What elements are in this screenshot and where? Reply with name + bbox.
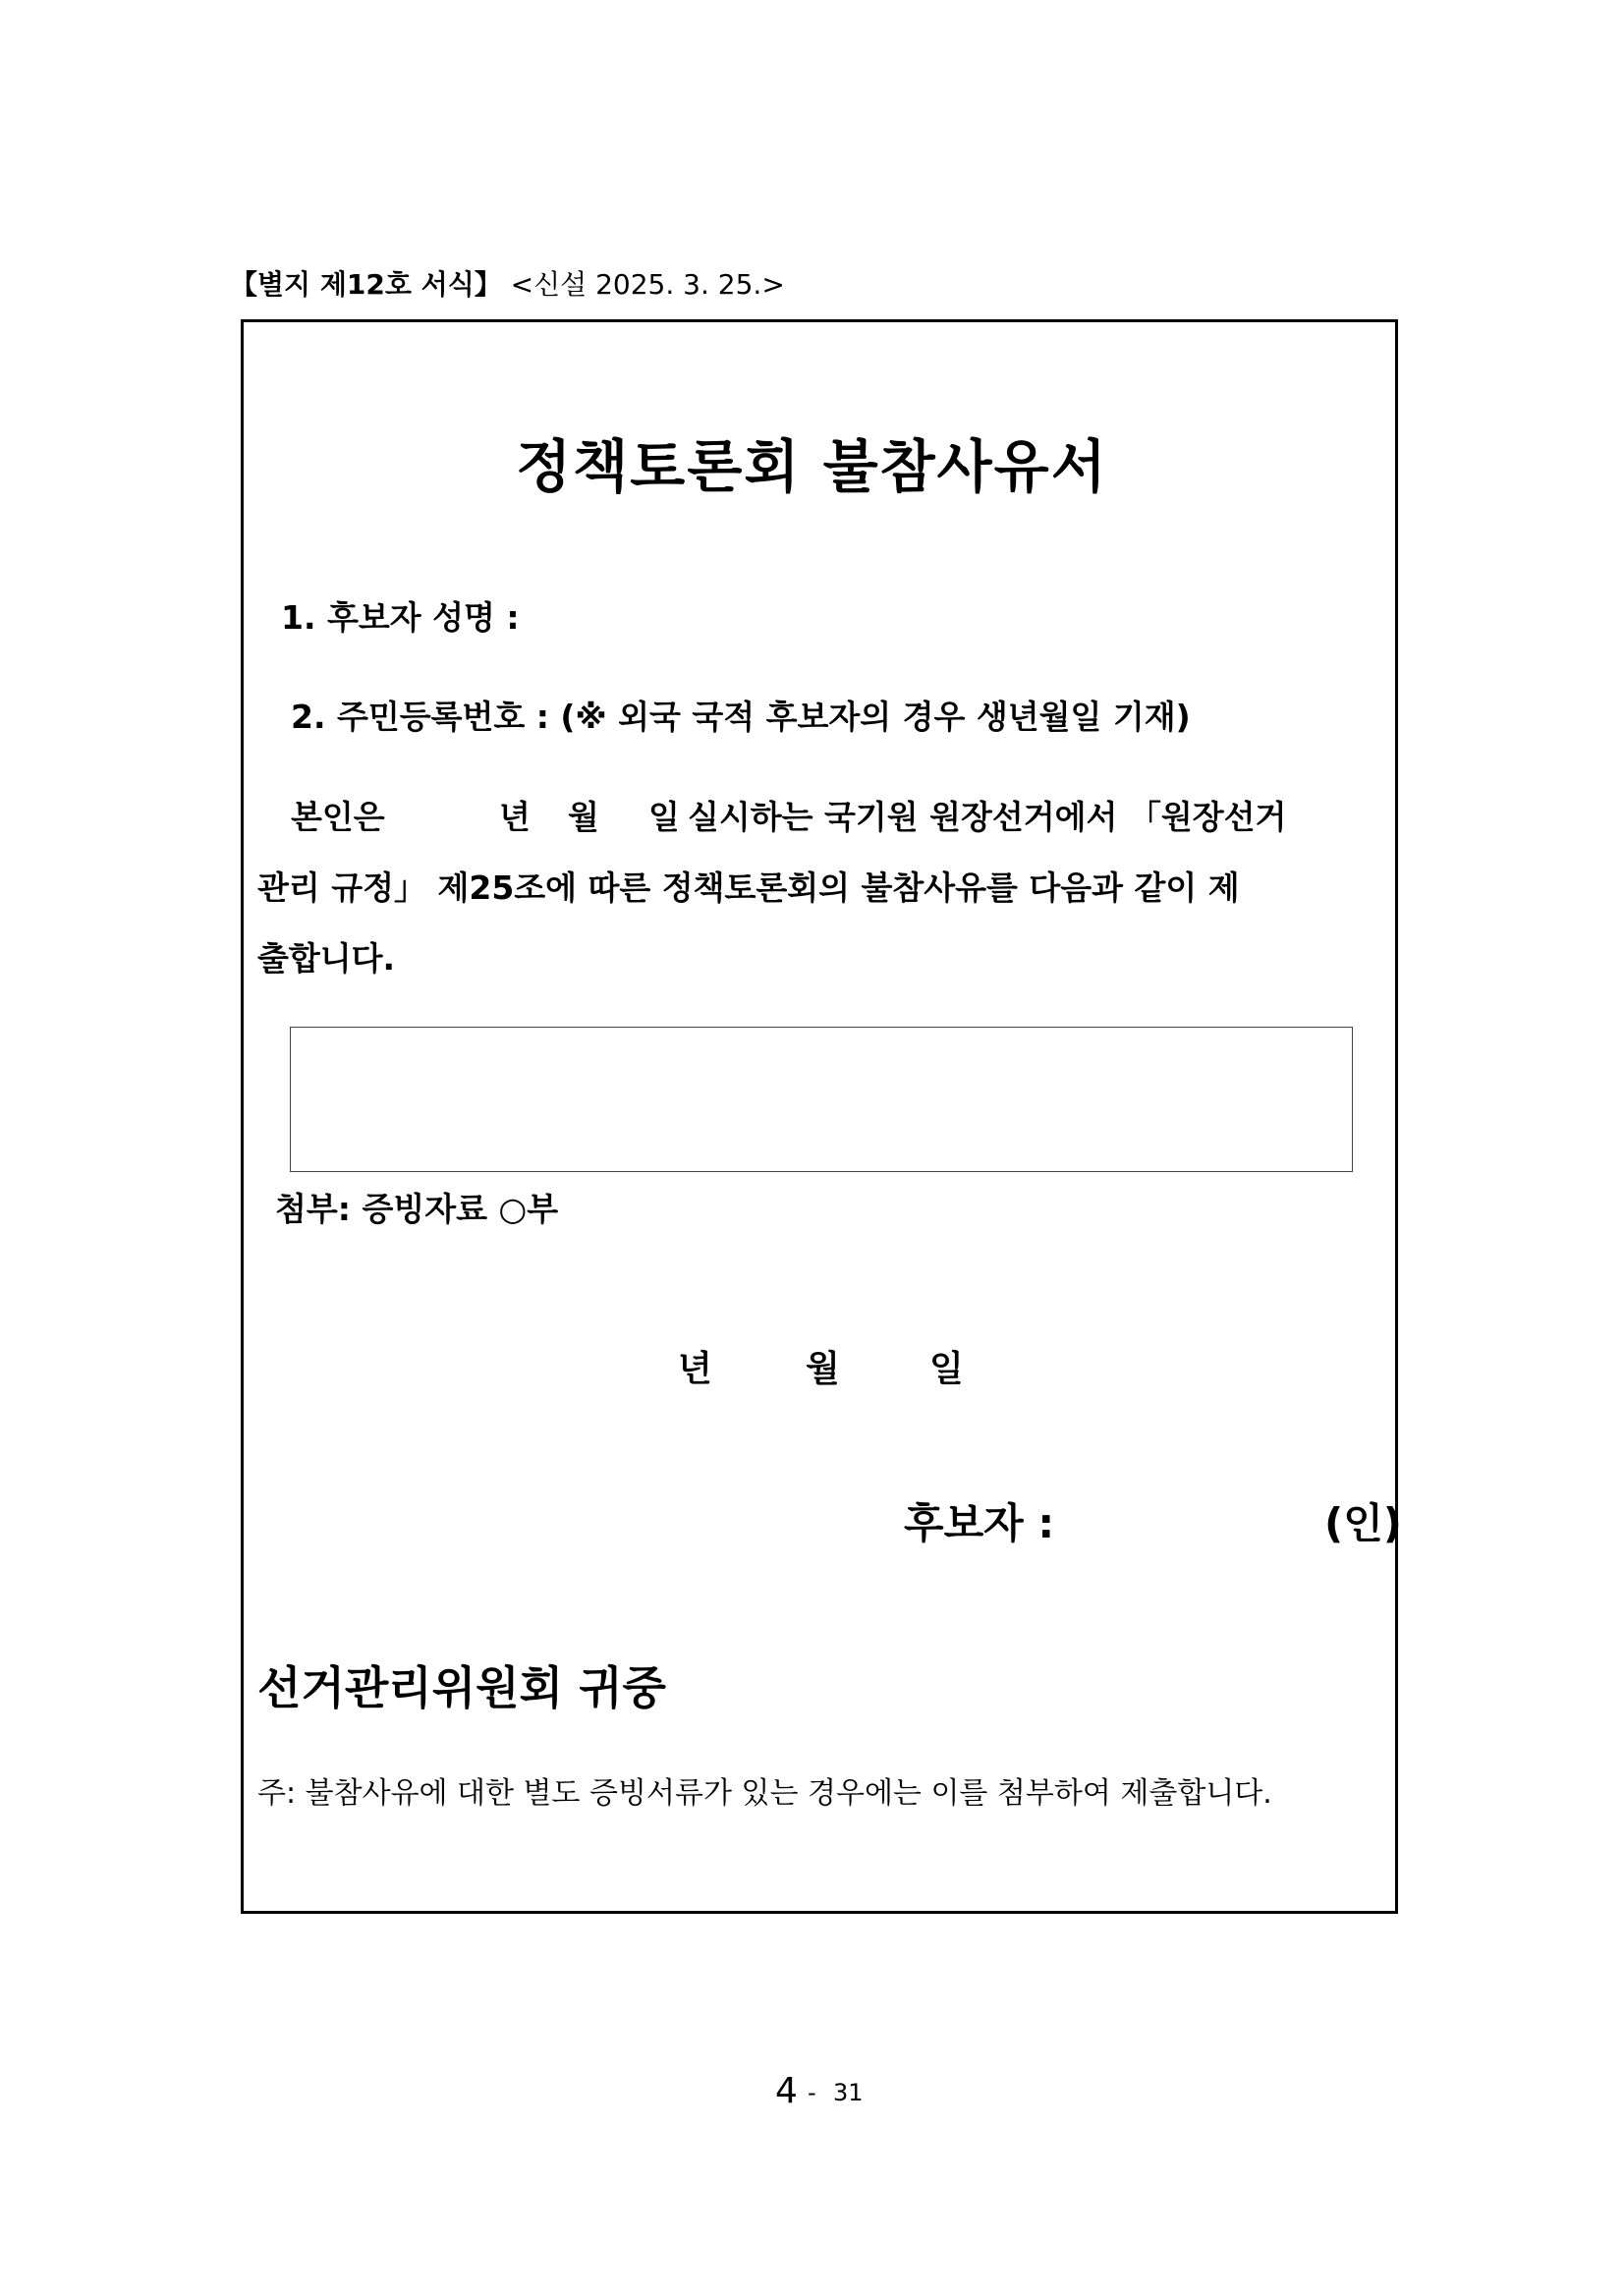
form-number: 【별지 제12호 서식】 — [230, 268, 502, 301]
form-label — [230, 263, 785, 303]
resident-id-field: 2. 주민등록번호 : (※ 외국 국적 후보자의 경우 생년월일 기재) — [291, 698, 1191, 736]
statement-year: 년 — [499, 798, 531, 836]
reason-input-box[interactable] — [290, 1027, 1353, 1172]
revision-date: <신설 2025. 3. 25.> — [510, 268, 785, 301]
page-number-major: 4 — [775, 2071, 798, 2111]
statement-line3: 출합니다. — [257, 939, 396, 978]
footnote: 주: 불참사유에 대한 별도 증빙서류가 있는 경우에는 이를 첨부하여 제출합니다. — [257, 1776, 1272, 1811]
date-day: 일 — [929, 1349, 964, 1389]
document-title: 정책토론회 불참사유서 — [516, 433, 1108, 500]
statement-line1-rest: 실시하는 국기원 원장선거에서 「원장선거 — [688, 798, 1287, 836]
page-number-minor: 31 — [833, 2079, 864, 2106]
statement-line2: 관리 규정」 제25조에 따른 정책토론회의 불참사유를 다음과 같이 제 — [257, 868, 1240, 907]
signature-label: 후보자 : — [904, 1499, 1055, 1547]
statement-prefix: 본인은 — [291, 798, 385, 836]
addressee: 선거관리위원회 귀중 — [257, 1661, 666, 1714]
seal-mark: (인) — [1324, 1499, 1402, 1547]
date-year: 년 — [678, 1349, 712, 1389]
attachment-note: 첨부: 증빙자료 ○부 — [275, 1190, 559, 1228]
statement-day: 일 — [648, 798, 680, 836]
candidate-name-field: 1. 후보자 성명 : — [281, 598, 520, 637]
page-number-separator: - — [808, 2079, 816, 2106]
statement-month: 월 — [568, 798, 599, 836]
date-month: 월 — [806, 1349, 840, 1389]
